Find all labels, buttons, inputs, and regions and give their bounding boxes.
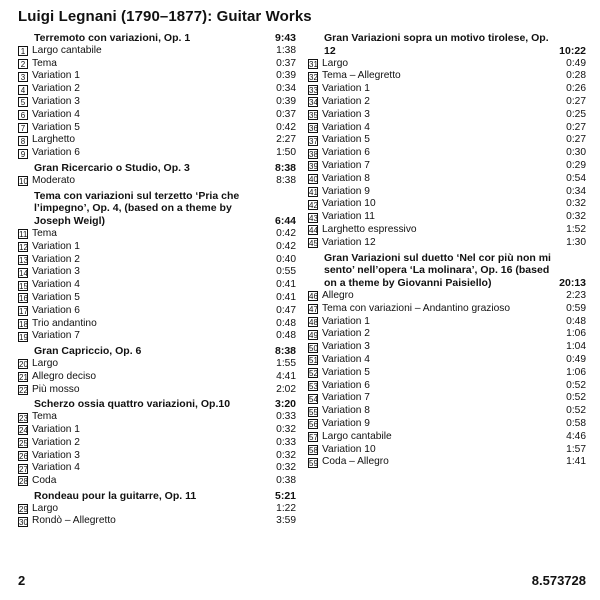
track-row [308, 134, 586, 147]
track-row [18, 515, 296, 528]
track-title: Larghetto espressivo [322, 223, 417, 235]
track-row [308, 418, 586, 431]
track-duration: 4:41 [276, 370, 296, 382]
track-row [18, 475, 296, 488]
track-row [18, 503, 296, 516]
work-title [308, 32, 586, 58]
track-duration: 0:59 [566, 302, 586, 314]
track-title: Variation 8 [322, 172, 370, 184]
track-title: Variation 4 [322, 353, 370, 365]
track-row [308, 444, 586, 457]
track-title: Variation 11 [322, 211, 375, 223]
track-title: Variation 7 [32, 330, 80, 342]
page-number: 2 [18, 573, 26, 588]
track-title: Variation 1 [322, 315, 370, 327]
track-title: Largo [322, 57, 349, 69]
track-number-box: 22 [19, 385, 28, 395]
track-duration: 2:27 [276, 134, 296, 146]
track-duration: 0:54 [566, 172, 586, 184]
track-title: Variation 1 [32, 70, 80, 82]
track-number-box: 47 [309, 305, 318, 315]
track-duration: 0:25 [566, 108, 586, 120]
track-row [308, 456, 586, 469]
track-title: Rondò – Allegretto [32, 515, 116, 527]
track-row [308, 173, 586, 186]
track-number-box: 36 [309, 123, 318, 133]
track-row [18, 96, 296, 109]
track-title: Variation 6 [322, 147, 370, 159]
track-title: Largo [32, 502, 59, 514]
track-title: Variation 10 [322, 443, 376, 455]
track-title: Allegro [322, 289, 354, 301]
track-number-box: 40 [309, 175, 318, 185]
track-row [18, 109, 296, 122]
work-duration: 5:21 [274, 489, 296, 502]
track-row [308, 354, 586, 367]
work-title [18, 162, 296, 175]
track-number-box: 14 [19, 268, 28, 278]
track-row [18, 462, 296, 475]
track-row [308, 341, 586, 354]
work-duration: 10:22 [559, 44, 586, 57]
track-duration: 0:29 [566, 159, 586, 171]
track-row [308, 328, 586, 341]
track-row [308, 186, 586, 199]
track-title: Variation 1 [32, 423, 80, 435]
track-number-box: 38 [309, 149, 318, 159]
track-row [308, 58, 586, 71]
track-row [18, 358, 296, 371]
track-duration: 1:41 [566, 456, 586, 468]
track-title: Variation 3 [322, 108, 370, 120]
track-row [18, 58, 296, 71]
track-number-box: 35 [309, 111, 318, 121]
track-title: Variation 10 [322, 198, 376, 210]
track-title: Variation 5 [322, 366, 370, 378]
track-row [308, 367, 586, 380]
track-row [308, 70, 586, 83]
track-title: Variation 3 [32, 266, 80, 278]
track-title: Variation 8 [322, 405, 370, 417]
track-number-box: 34 [309, 98, 318, 108]
tracklist-left-column [18, 30, 296, 528]
work-title [18, 490, 296, 503]
work-title [18, 190, 296, 228]
track-title: Variation 1 [32, 240, 80, 252]
track-number-box: 55 [309, 407, 318, 417]
track-row [308, 160, 586, 173]
page-title: Luigi Legnani (1790–1877): Guitar Works [18, 8, 312, 25]
track-number-box: 27 [19, 464, 28, 474]
track-row [18, 371, 296, 384]
catalog-number: 8.573728 [531, 573, 586, 588]
track-duration: 0:32 [566, 211, 586, 223]
track-title: Trio andantino [32, 317, 97, 329]
track-row [18, 450, 296, 463]
track-duration: 4:46 [566, 430, 586, 442]
track-duration: 0:58 [566, 417, 586, 429]
track-number-box: 18 [19, 319, 28, 329]
track-row [18, 83, 296, 96]
track-number-box: 43 [309, 213, 318, 223]
track-number-box: 4 [18, 85, 28, 95]
track-number-box: 8 [18, 136, 28, 146]
track-duration: 1:50 [276, 147, 296, 159]
track-duration: 0:42 [276, 240, 296, 252]
track-duration: 0:26 [566, 83, 586, 95]
track-title: Tema [32, 57, 57, 69]
work-title-text: Tema con variazioni sul terzetto ‘Pria che l’impegno’, Op. 4, (based on a theme by Joseph Weigl) [34, 189, 240, 228]
track-duration: 0:38 [276, 475, 296, 487]
track-number-box: 45 [309, 239, 318, 249]
work-duration: 9:43 [274, 32, 296, 44]
track-title: Variation 3 [322, 341, 370, 353]
track-number-box: 17 [19, 307, 28, 317]
track-title: Variation 5 [322, 134, 370, 146]
track-duration: 0:55 [276, 266, 296, 278]
track-number-box: 41 [309, 187, 318, 197]
track-number-box: 32 [309, 72, 318, 82]
track-duration: 0:52 [566, 392, 586, 404]
work-duration: 8:38 [274, 345, 296, 358]
track-duration: 0:34 [566, 185, 586, 197]
track-number-box: 6 [18, 110, 28, 120]
track-title: Variation 5 [32, 291, 80, 303]
track-row [308, 392, 586, 405]
work-title-text: Terremoto con variazioni, Op. 1 [34, 32, 191, 44]
track-duration: 0:32 [276, 423, 296, 435]
track-duration: 1:06 [566, 328, 586, 340]
track-duration: 0:42 [276, 121, 296, 133]
track-title: Largo cantabile [32, 44, 102, 56]
track-duration: 0:41 [276, 291, 296, 303]
track-duration: 0:37 [276, 57, 296, 69]
track-number-box: 13 [19, 255, 28, 265]
work-title [18, 345, 296, 358]
track-duration: 0:33 [276, 436, 296, 448]
track-title: Largo [32, 357, 59, 369]
track-title: Variation 7 [322, 392, 370, 404]
track-duration: 0:32 [276, 462, 296, 474]
track-title: Variation 2 [322, 328, 370, 340]
track-row [308, 431, 586, 444]
track-row [18, 330, 296, 343]
track-title: Variation 1 [322, 83, 370, 95]
track-number-box: 51 [309, 356, 318, 366]
track-title: Variation 9 [322, 417, 370, 429]
track-number-box: 54 [309, 394, 318, 404]
track-row [18, 147, 296, 160]
track-row [18, 254, 296, 267]
track-title: Più mosso [32, 383, 80, 395]
work-duration: 20:13 [559, 277, 586, 290]
track-duration: 1:22 [276, 502, 296, 514]
track-row [308, 405, 586, 418]
track-title: Variation 6 [32, 147, 80, 159]
track-row [308, 316, 586, 329]
track-duration: 0:40 [276, 253, 296, 265]
track-title: Variation 2 [32, 253, 80, 265]
track-row [308, 147, 586, 160]
track-number-box: 16 [19, 294, 28, 304]
track-duration: 0:42 [276, 227, 296, 239]
track-row [308, 303, 586, 316]
track-duration: 0:39 [276, 95, 296, 107]
track-number-box: 10 [19, 177, 28, 187]
work-title-text: Rondeau pour la guitarre, Op. 11 [34, 489, 197, 502]
track-number-box: 29 [19, 505, 28, 515]
track-number-box: 1 [18, 46, 28, 56]
track-title: Variation 6 [32, 304, 80, 316]
track-duration: 0:49 [566, 57, 586, 69]
track-number-box: 39 [309, 162, 318, 172]
track-duration: 1:52 [566, 223, 586, 235]
track-row [18, 279, 296, 292]
track-row [18, 384, 296, 397]
track-number-box: 7 [18, 123, 28, 133]
track-row [308, 96, 586, 109]
track-number-box: 12 [19, 243, 28, 253]
track-number-box: 42 [309, 200, 318, 210]
track-row [18, 134, 296, 147]
work-title [18, 32, 296, 45]
track-title: Variation 2 [322, 95, 370, 107]
work-title-text: Scherzo ossia quattro variazioni, Op.10 [34, 398, 231, 411]
track-row [308, 211, 586, 224]
track-row [18, 318, 296, 331]
track-title: Variation 12 [322, 236, 376, 248]
track-row [308, 237, 586, 250]
track-row [18, 437, 296, 450]
track-duration: 0:41 [276, 279, 296, 291]
track-title: Variation 3 [32, 95, 80, 107]
track-title: Tema con variazioni – Andantino grazioso [322, 302, 511, 314]
track-duration: 0:32 [566, 198, 586, 210]
track-duration: 0:52 [566, 379, 586, 391]
work-duration: 6:44 [274, 215, 296, 228]
track-row [308, 224, 586, 237]
track-title: Larghetto [32, 134, 76, 146]
work-title-text: Gran Capriccio, Op. 6 [34, 345, 142, 358]
track-number-box: 5 [18, 97, 28, 107]
track-number-box: 15 [19, 281, 28, 291]
track-row [308, 122, 586, 135]
track-row [308, 290, 586, 303]
track-title: Tema [32, 227, 57, 239]
track-row [18, 228, 296, 241]
track-duration: 1:06 [566, 366, 586, 378]
track-duration: 0:48 [276, 330, 296, 342]
track-title: Variation 4 [32, 279, 80, 291]
track-duration: 0:48 [566, 315, 586, 327]
track-title: Variation 4 [32, 462, 80, 474]
track-number-box: 48 [309, 317, 318, 327]
track-number-box: 46 [309, 292, 318, 302]
track-number-box: 23 [19, 413, 28, 423]
track-number-box: 28 [19, 477, 28, 487]
work-title-text: Gran Variazioni sopra un motivo tirolese, Op. 12 [324, 32, 549, 57]
track-duration: 0:34 [276, 83, 296, 95]
work-title-text: Gran Ricercario o Studio, Op. 3 [34, 161, 190, 174]
track-title: Largo cantabile [322, 430, 392, 442]
track-number-box: 37 [309, 136, 318, 146]
work-duration: 3:20 [274, 398, 296, 411]
track-title: Moderato [32, 174, 76, 186]
track-duration: 8:38 [276, 174, 296, 186]
track-number-box: 20 [19, 360, 28, 370]
track-row [18, 70, 296, 83]
track-duration: 1:55 [276, 357, 296, 369]
track-title: Variation 2 [32, 436, 80, 448]
track-row [18, 292, 296, 305]
track-title: Coda – Allegro [322, 456, 389, 468]
track-title: Allegro deciso [32, 370, 96, 382]
track-title: Variation 4 [32, 108, 80, 120]
track-number-box: 11 [19, 230, 28, 240]
track-number-box: 50 [309, 343, 318, 353]
track-duration: 1:30 [566, 236, 586, 248]
track-duration: 1:04 [566, 341, 586, 353]
track-number-box: 25 [19, 439, 28, 449]
track-row [18, 241, 296, 254]
track-duration: 1:57 [566, 443, 586, 455]
track-number-box: 53 [309, 381, 318, 391]
track-duration: 0:49 [566, 353, 586, 365]
track-number-box: 19 [19, 332, 28, 342]
track-duration: 2:02 [276, 383, 296, 395]
track-duration: 0:37 [276, 108, 296, 120]
track-duration: 0:32 [276, 449, 296, 461]
track-number-box: 49 [309, 330, 318, 340]
track-number-box: 24 [19, 426, 28, 436]
track-duration: 0:39 [276, 70, 296, 82]
track-title: Variation 6 [322, 379, 370, 391]
track-row [308, 109, 586, 122]
track-row [18, 122, 296, 135]
track-title: Tema – Allegretto [322, 70, 401, 82]
track-number-box: 59 [309, 458, 318, 468]
track-number-box: 21 [19, 373, 28, 383]
track-duration: 3:59 [276, 515, 296, 527]
track-number-box: 33 [309, 85, 318, 95]
track-number-box: 57 [309, 433, 318, 443]
track-number-box: 56 [309, 420, 318, 430]
track-duration: 1:38 [276, 44, 296, 56]
track-duration: 0:30 [566, 147, 586, 159]
track-number-box: 26 [19, 451, 28, 461]
track-title: Variation 7 [322, 159, 370, 171]
track-number-box: 3 [18, 72, 28, 82]
track-row [308, 198, 586, 211]
track-duration: 0:52 [566, 405, 586, 417]
work-title [308, 252, 586, 290]
track-title: Tema [32, 411, 57, 423]
track-row [18, 266, 296, 279]
track-number-box: 52 [309, 369, 318, 379]
track-row [18, 175, 296, 188]
track-duration: 2:23 [566, 289, 586, 301]
track-number-box: 30 [19, 517, 28, 527]
work-duration: 8:38 [274, 161, 296, 174]
track-row [18, 305, 296, 318]
track-row [18, 411, 296, 424]
track-duration: 0:28 [566, 70, 586, 82]
track-duration: 0:47 [276, 304, 296, 316]
track-row [308, 380, 586, 393]
track-title: Variation 2 [32, 83, 80, 95]
work-title [18, 398, 296, 411]
track-row [18, 45, 296, 58]
track-row [308, 83, 586, 96]
track-title: Variation 9 [322, 185, 370, 197]
track-duration: 0:27 [566, 95, 586, 107]
track-duration: 0:27 [566, 134, 586, 146]
track-duration: 0:33 [276, 411, 296, 423]
track-title: Coda [32, 475, 57, 487]
track-title: Variation 3 [32, 449, 80, 461]
track-number-box: 58 [309, 445, 318, 455]
track-row [18, 424, 296, 437]
track-duration: 0:27 [566, 121, 586, 133]
work-title-text: Gran Variazioni sul duetto ‘Nel cor più non mi sento’ nell’opera ‘La molinara’, Op. 16 (based on a theme by Giovanni Paisiello) [324, 251, 551, 290]
tracklist-right-column [308, 30, 586, 469]
track-number-box: 31 [309, 59, 318, 69]
track-number-box: 9 [18, 149, 28, 159]
track-number-box: 44 [309, 226, 318, 236]
track-title: Variation 5 [32, 121, 80, 133]
track-title: Variation 4 [322, 121, 370, 133]
track-number-box: 2 [18, 59, 28, 69]
track-duration: 0:48 [276, 317, 296, 329]
